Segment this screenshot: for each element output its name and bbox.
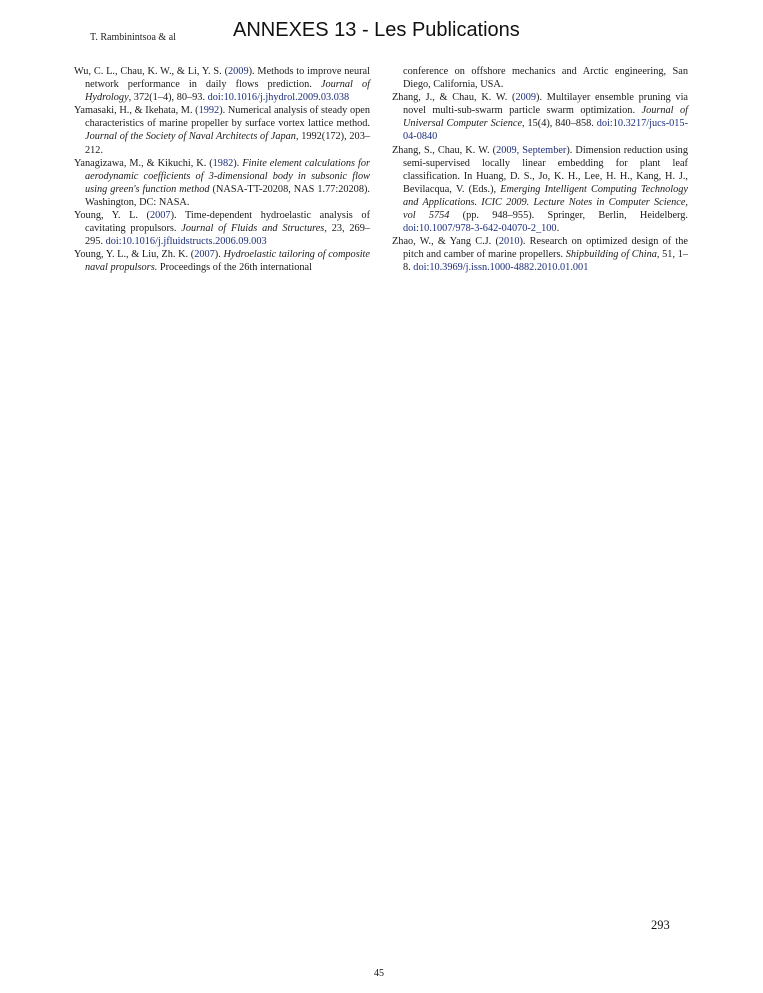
- ref-authors: Yamasaki, H., & Ikehata, M. (: [74, 105, 199, 117]
- reference-entry: [74, 209, 370, 248]
- ref-doi-link[interactable]: doi:10.3217/jucs-015-04-0840: [403, 118, 688, 143]
- ref-details: , 15(4), 840–858.: [522, 118, 597, 130]
- ref-year-link[interactable]: 2009, September: [496, 144, 567, 156]
- ref-year-link[interactable]: 2010: [498, 236, 520, 248]
- ref-year-link[interactable]: 1982: [212, 157, 234, 169]
- ref-journal: Journal of the Society of Naval Architects of Japan: [85, 131, 296, 143]
- ref-authors: Zhang, J., & Chau, K. W. (: [392, 92, 516, 104]
- reference-continuation: conference on offshore mechanics and Arctic engineering, San Diego, California, USA.: [403, 66, 688, 91]
- references-left-column: [74, 65, 370, 275]
- ref-title: ). Numerical analysis of steady open characteristics of marine propeller by surface vortex lattice method.: [85, 105, 370, 130]
- ref-journal: Shipbuilding of China: [565, 249, 657, 261]
- ref-details: , 23, 269–295.: [85, 223, 371, 248]
- ref-details: , 51, 1–8.: [403, 249, 688, 274]
- ref-authors: Zhao, W., & Yang C.J. (: [392, 236, 499, 248]
- ref-authors: Young, Y. L., & Liu, Zh. K. (: [74, 249, 195, 261]
- ref-title: ). Time-dependent hydroelastic analysis of cavitating propulsors.: [85, 210, 370, 235]
- ref-authors: Young, Y. L. (: [74, 210, 150, 222]
- reference-entry: [74, 65, 370, 104]
- ref-journal: Journal of Fluids and Structures: [181, 223, 325, 235]
- reference-entry: [74, 248, 370, 274]
- annex-title: ANNEXES 13 - Les Publications: [233, 19, 520, 41]
- ref-year-link[interactable]: 1992: [198, 105, 220, 117]
- ref-title: ).: [233, 157, 243, 169]
- ref-authors: Wu, C. L., Chau, K. W., & Li, Y. S. (: [74, 66, 228, 77]
- ref-title: ). Multilayer ensemble pruning via novel multi-sub-swarm particle swarm optimization.: [403, 92, 689, 117]
- thesis-page-number: 45: [374, 968, 384, 979]
- ref-details: (NASA-TT-20208, NAS 1.77:20208). Washington, DC: NASA.: [85, 183, 370, 208]
- ref-year-link[interactable]: 2007: [149, 210, 171, 222]
- ref-title: ). Research on optimized design of the pitch and camber of marine propellers.: [403, 236, 688, 261]
- ref-doi-link[interactable]: doi:10.1016/j.jhydrol.2009.03.038: [207, 92, 350, 104]
- running-header-author: T. Rambinintsoa & al: [90, 32, 176, 43]
- ref-doi-link[interactable]: doi:10.1016/j.jfluidstructs.2006.09.003: [105, 236, 267, 248]
- reference-entry: [392, 144, 688, 236]
- ref-title: ).: [214, 249, 224, 261]
- ref-year-link[interactable]: 2007: [194, 249, 215, 261]
- reference-entry: [392, 91, 688, 143]
- ref-authors: Yanagizawa, M., & Kikuchi, K. (: [74, 157, 213, 169]
- ref-details: , 372(1–4), 80–93.: [128, 92, 208, 104]
- ref-journal: Journal of Universal Computer Science: [403, 105, 689, 130]
- ref-details: , 1992(172), 203–212.: [85, 131, 370, 156]
- ref-details: Proceedings of the 26th international: [157, 262, 312, 274]
- ref-year-link[interactable]: 2009: [228, 66, 249, 77]
- ref-title: ). Methods to improve neural network performance in daily flows prediction.: [85, 66, 370, 91]
- ref-doi-link[interactable]: doi:10.3969/j.issn.1000-4882.2010.01.001: [413, 262, 589, 274]
- reference-entry: [74, 157, 370, 209]
- references-right-column: [392, 65, 688, 275]
- reference-entry: [392, 235, 688, 274]
- ref-year-link[interactable]: 2009: [515, 92, 537, 104]
- ref-journal: Emerging Intelligent Computing Technology and Applications. ICIC 2009. Lecture Notes in Computer Science, vol 5754: [403, 183, 688, 222]
- ref-journal: Finite element calculations for aerodynamic coefficients of 3-dimensional body in subsonic flow using green's function method: [85, 157, 370, 195]
- ref-doi-link[interactable]: doi:10.1007/978-3-642-04070-2_100: [403, 223, 557, 235]
- ref-authors: Zhang, S., Chau, K. W. (: [392, 144, 497, 156]
- ref-tail: .: [556, 223, 560, 235]
- ref-title: ). Dimension reduction using semi-supervised locally linear embedding for plant leaf classification. In Huang, D. S., Jo, K. H., Lee, H. H., Kang, H. J., Bevilacqua, V. (Eds.),: [403, 144, 688, 195]
- ref-journal: Journal of Hydrology: [85, 79, 370, 104]
- ref-details: (pp. 948–955). Springer, Berlin, Heidelberg.: [449, 210, 689, 222]
- journal-page-number: 293: [651, 918, 670, 932]
- reference-entry: [74, 104, 370, 156]
- ref-journal: Hydroelastic tailoring of composite naval propulsors.: [85, 249, 370, 274]
